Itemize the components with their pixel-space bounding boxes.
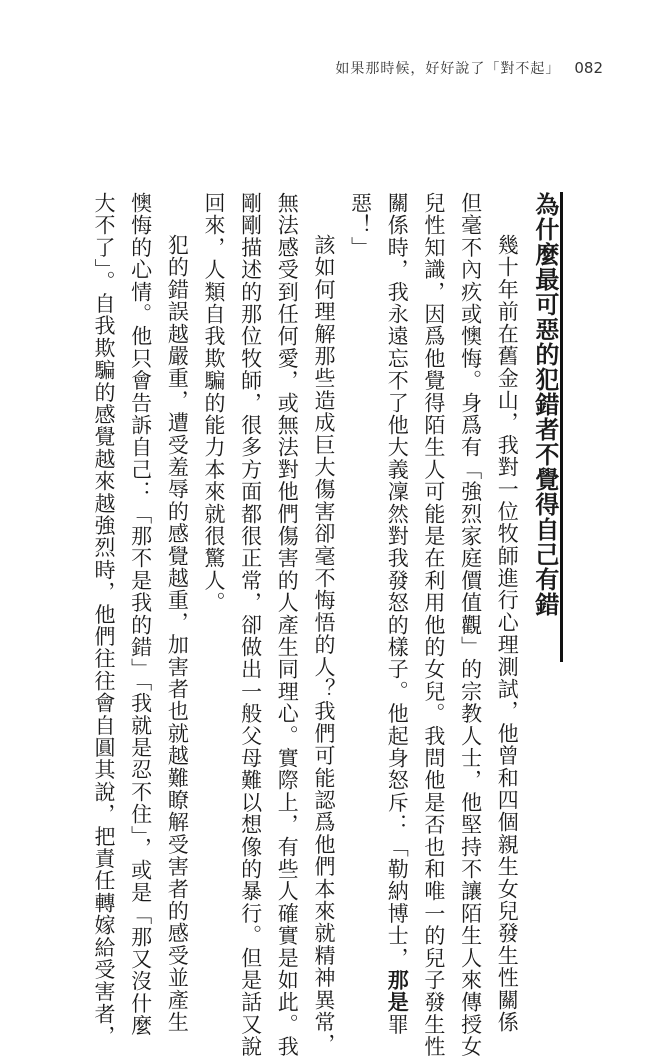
text-column-4-tail: 罪 <box>385 1013 410 1036</box>
page-number: 082 <box>574 59 603 77</box>
text-column-7: 無法感受到任何愛，或無法對他們傷害的人產生同理心。實際上，有些人確實是如此。我 <box>275 192 300 1058</box>
text-column-1: 幾十年前在舊金山，我對一位牧師進行心理測試，他曾和四個親生女兒發生性關係 <box>495 234 520 1034</box>
text-column-8: 剛剛描述的那位牧師，很多方面都很正常，卻做出一般父母難以想像的暴行。但是話又說 <box>238 192 263 1058</box>
running-title: 如果那時候，好好說了「對不起」 <box>335 61 561 77</box>
vertical-text-body <box>92 192 563 1058</box>
text-column-4-main: 關係時，我永遠忘不了他大義凜然對我發怒的樣子。他起身怒斥：「勒納博士， <box>385 192 410 969</box>
section-title: 為什麼最可惡的犯錯者不覺得自己有錯 <box>533 192 563 662</box>
text-column-12: 大不了」。自我欺騙的感覺越來越強烈時，他們往往會自圓其說，把責任轉嫁給受害者， <box>92 192 116 1048</box>
text-column-10: 犯的錯誤越嚴重，遭受羞辱的感覺越重，加害者也就越難瞭解受害者的感受並產生 <box>165 234 190 1034</box>
text-column-11: 懊悔的心情。他只會告訴自己：「那不是我的錯」「我就是忍不住」，或是「那又沒什麼 <box>128 192 153 1037</box>
text-column-3: 兒性知識，因爲他覺得陌生人可能是在利用他的女兒。我問他是否也和唯一的兒子發生性 <box>421 192 446 1058</box>
emphasis-text: 那是 <box>385 969 410 1014</box>
running-header <box>335 58 603 78</box>
text-column-2: 但毫不內疚或懊悔。身爲有「強烈家庭價值觀」的宗教人士，他堅持不讓陌生人來傳授女 <box>458 192 483 1058</box>
text-column-6: 該如何理解那些造成巨大傷害卻毫不悔悟的人？我們可能認爲他們本來就精神異常， <box>311 234 336 1056</box>
text-column-9: 回來，人類自我欺騙的能力本來就很驚人。 <box>201 192 226 614</box>
text-column-4 <box>385 192 410 1036</box>
text-column-5: 惡！」 <box>348 192 373 259</box>
